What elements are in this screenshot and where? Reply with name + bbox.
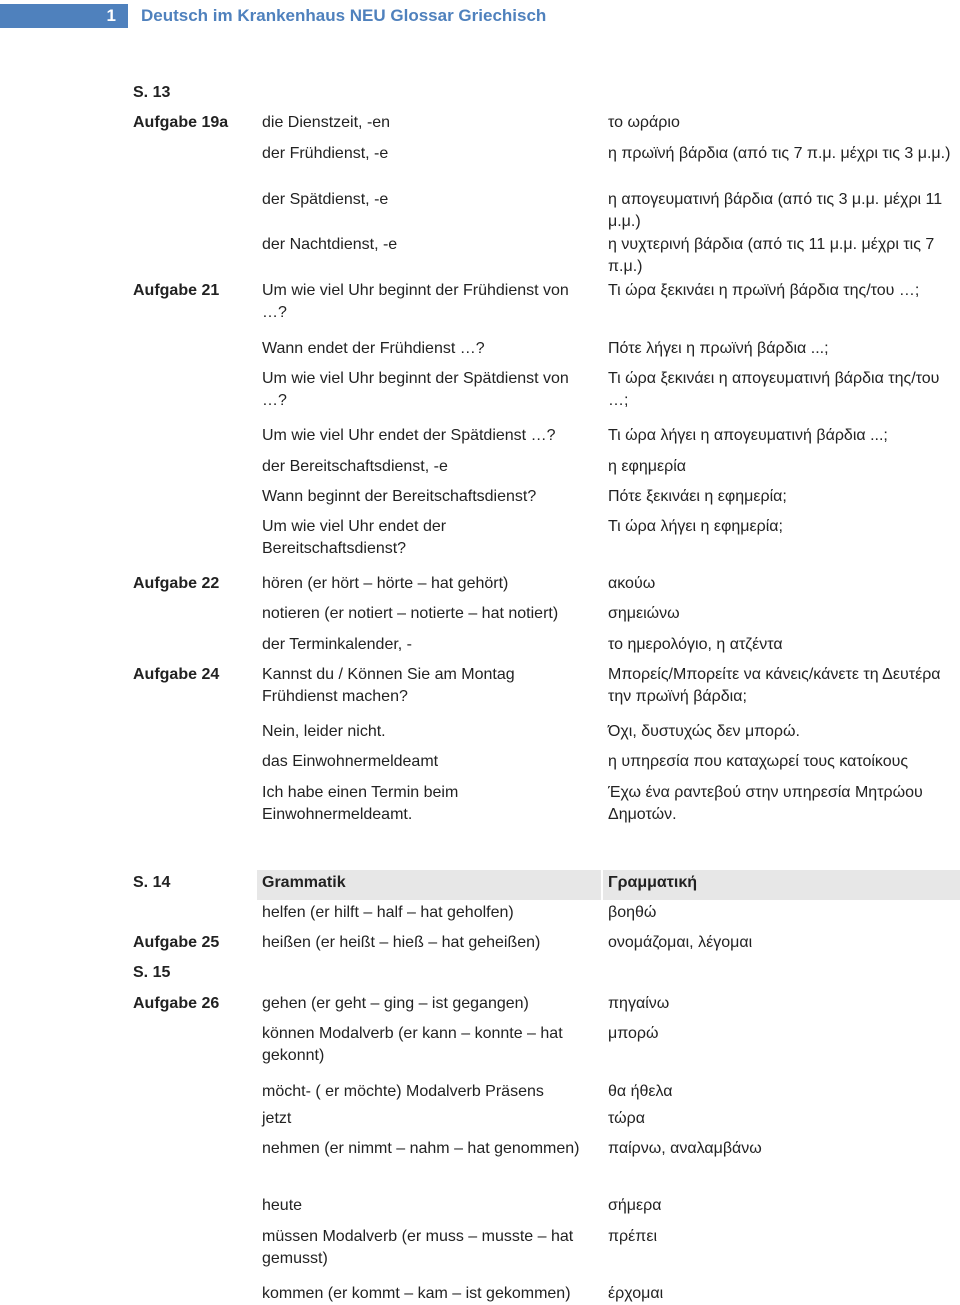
greek-translation: Όχι, δυστυχώς δεν μπορώ.: [608, 723, 800, 740]
greek-translation: παίρνω, αναλαμβάνω: [608, 1140, 762, 1157]
exercise-label: Aufgabe 19a: [133, 114, 229, 131]
greek-translation: πρέπει: [608, 1228, 657, 1245]
german-term: Wann endet der Frühdienst …?: [262, 340, 485, 357]
greek-translation: θα ήθελα: [608, 1083, 673, 1100]
greek-translation: μπορώ: [608, 1025, 659, 1042]
german-term: helfen (er hilft – half – hat geholfen): [262, 904, 514, 921]
greek-translation: η πρωϊνή βάρδια (από τις 7 π.μ. μέχρι τις 3 μ.μ.): [608, 145, 951, 162]
german-term: der Terminkalender, -: [262, 636, 412, 653]
german-term: möcht- ( er möchte) Modalverb Präsens: [262, 1083, 544, 1100]
greek-translation: βοηθώ: [608, 904, 657, 921]
greek-translation: η νυχτερινή βάρδια (από τις 11 μ.μ. μέχρι τις 7 π.μ.): [608, 236, 935, 275]
german-term: können Modalverb (er kann – konnte – hat gekonnt): [262, 1025, 563, 1064]
german-term: Ich habe einen Termin beim Einwohnermeldeamt.: [262, 784, 459, 823]
german-term: Um wie viel Uhr beginnt der Spätdienst von …?: [262, 370, 569, 409]
greek-translation: πηγαίνω: [608, 995, 670, 1012]
exercise-label: Aufgabe 21: [133, 282, 220, 299]
greek-translation: Τι ώρα λήγει η εφημερία;: [608, 518, 783, 535]
german-term: gehen (er geht – ging – ist gegangen): [262, 995, 529, 1012]
german-term: notieren (er notiert – notierte – hat notiert): [262, 605, 559, 622]
german-term: heißen (er heißt – hieß – hat geheißen): [262, 934, 541, 951]
greek-translation: Τι ώρα λήγει η απογευματινή βάρδια ...;: [608, 427, 888, 444]
german-term: die Dienstzeit, -en: [262, 114, 391, 131]
greek-translation: ακούω: [608, 575, 656, 592]
german-term: der Bereitschaftsdienst, -e: [262, 458, 448, 475]
exercise-label: Aufgabe 25: [133, 934, 220, 951]
greek-translation: το ημερολόγιο, η ατζέντα: [608, 636, 783, 653]
exercise-label: Aufgabe 24: [133, 666, 220, 683]
page-ref: S. 13: [133, 84, 171, 101]
greek-translation: το ωράριο: [608, 114, 680, 131]
grammar-heading-greek: Γραμματική: [608, 874, 698, 891]
greek-translation: Τι ώρα ξεκινάει η απογευματινή βάρδια της/του …;: [608, 370, 940, 409]
greek-translation: ονομάζομαι, λέγομαι: [608, 934, 753, 951]
exercise-label: Aufgabe 26: [133, 995, 220, 1012]
german-term: Wann beginnt der Bereitschaftsdienst?: [262, 488, 537, 505]
greek-translation: σήμερα: [608, 1197, 662, 1214]
german-term: müssen Modalverb (er muss – musste – hat gemusst): [262, 1228, 574, 1267]
greek-translation: Μπορείς/Μπορείτε να κάνεις/κάνετε τη Δευτέρα την πρωϊνή βάρδια;: [608, 666, 941, 705]
greek-translation: Έχω ένα ραντεβού στην υπηρεσία Μητρώου Δημοτών.: [608, 784, 923, 823]
german-term: Um wie viel Uhr endet der Bereitschaftsdienst?: [262, 518, 447, 557]
exercise-label: Aufgabe 22: [133, 575, 220, 592]
greek-translation: έρχομαι: [608, 1285, 664, 1302]
german-term: der Frühdienst, -e: [262, 145, 389, 162]
german-term: jetzt: [262, 1110, 292, 1127]
german-term: hören (er hört – hörte – hat gehört): [262, 575, 509, 592]
german-term: der Nachtdienst, -e: [262, 236, 398, 253]
greek-translation: η εφημερία: [608, 458, 687, 475]
german-term: Um wie viel Uhr beginnt der Frühdienst von …?: [262, 282, 569, 321]
greek-translation: η απογευματινή βάρδια (από τις 3 μ.μ. μέχρι 11 μ.μ.): [608, 191, 943, 230]
german-term: der Spätdienst, -e: [262, 191, 389, 208]
german-term: das Einwohnermeldeamt: [262, 753, 439, 770]
greek-translation: Πότε ξεκινάει η εφημερία;: [608, 488, 787, 505]
greek-translation: σημειώνω: [608, 605, 680, 622]
page-header: [0, 4, 960, 28]
german-term: Kannst du / Können Sie am Montag Frühdienst machen?: [262, 666, 515, 705]
german-term: Um wie viel Uhr endet der Spätdienst …?: [262, 427, 556, 444]
grammar-heading-german: Grammatik: [262, 874, 346, 891]
german-term: Nein, leider nicht.: [262, 723, 386, 740]
page-ref: S. 14: [133, 874, 171, 891]
greek-translation: τώρα: [608, 1110, 645, 1127]
greek-translation: η υπηρεσία που καταχωρεί τους κατοίκους: [608, 753, 909, 770]
document-title: Deutsch im Krankenhaus NEU Glossar Griechisch: [141, 6, 547, 25]
german-term: nehmen (er nimmt – nahm – hat genommen): [262, 1140, 580, 1157]
german-term: kommen (er kommt – kam – ist gekommen): [262, 1285, 571, 1302]
page-number: 1: [0, 4, 128, 28]
greek-translation: Πότε λήγει η πρωϊνή βάρδια ...;: [608, 340, 829, 357]
greek-translation: Τι ώρα ξεκινάει η πρωϊνή βάρδια της/του …;: [608, 282, 920, 299]
german-term: heute: [262, 1197, 303, 1214]
page-ref: S. 15: [133, 964, 171, 981]
